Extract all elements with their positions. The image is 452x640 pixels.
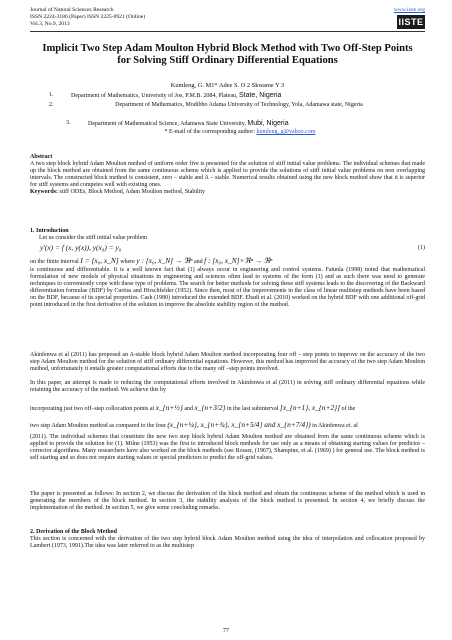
section-2-heading: 2. Derivation of the Block Method xyxy=(30,529,117,535)
offstep-points-line: incorporating just two off–step collocation points at x_{n+½} and x_{n+3/2} in the last subinterval [x_{n+1}, x_{n+2}] of the xyxy=(30,403,356,412)
abstract-heading: Abstract xyxy=(30,154,53,160)
issn-line: ISSN 2224-3186 (Paper) ISSN 2225-0921 (Online) xyxy=(30,14,146,21)
keywords-line: Keywords: stiff ODEs, Block Method, Adam Moulton method, Stability xyxy=(30,189,206,196)
intro-paragraph-5: The paper is presented as follows: In section 2, we discuss the derivation of the block method and obtain the continuous scheme of the method which is used in generating the members of the block method. In section 3, the stability analysis of the block method is presented. In section 4, we briefly discuss the implementation of the method. In section 5, we give some concluding remarks. xyxy=(30,491,425,512)
abstract-text: A two step block hybrid Adam Moulton method of uniform order five is presented for the solution of stiff initial value problems. The individual schemes that made up the block method are obtained from the same continuous scheme which is applied to provide the solutions of stiff initial value problems on non overlapping intervals. The constructed block method is consistent, zero – stable and A – stable. Numerical results obtained using the new block method show that it is superior for stiff systems and competes well with existing ones. xyxy=(30,161,425,189)
iiste-logo: IISTE xyxy=(398,17,424,27)
intro-paragraph-1: is continuous and differentiable. It is a well known fact that (1) always occur in engineering and control systems. Fatunla (1998) noted that mathematical formulation of new models of physical situations in engineering and sciences often lead to systems of the form (1) and as such there was need to generate techniques to conveniently cope with these type of problems. The search for better methods for solving these stiff systems leads to the discovering of the Backward differentiation formulae (BDF) by Curtiss and Hirschfelder (1952). Since then, most of the improvements in the class of linear multistep methods have been based on the BDF, because of its special properties. Cash (1980) introduced the extended BDF. Ebadi et al. (2010) worked on the hybrid BDF with one additional off-grid point introduced in the first derivative of the solution to improve the absolute stability region of the method. xyxy=(30,267,425,309)
section-2-paragraph: This section is concerned with the derivation of the two step hybrid block Adam Moulton method using the idea of interpolation and collocation proposed by Lambert (1973, 1991).The idea was later referred to as the multistep xyxy=(30,536,425,550)
author-line: Kumleng, G. M1* Adee S. O 2 Skwame Y 3 xyxy=(170,82,285,89)
four-points-line: two step Adam Moulton method as compared to the four (x_{n+¼}, x_{n+¾}, x_{n+5/4} and x_{n+7/4}) in Akinfenwa et. al xyxy=(30,420,358,429)
intro-paragraph-3: In this paper, an attempt is made to reducing the computational efforts involved in Akinfenwa et al (2011) in solving stiff ordinary differential equations while retaining the accuracy of the method. We achieve this by xyxy=(30,380,425,394)
section-1-heading: 1. Introduction xyxy=(30,228,69,234)
corresponding-author: * E-mail of the corresponding author: kumleng_g@yahoo.com xyxy=(164,129,316,135)
equation-1-number: (1) xyxy=(418,245,425,251)
equation-1: y′(x) = f (x, y(x)), y(x₀) = y₀ xyxy=(40,243,122,252)
intro-paragraph-2: Akinfenwa et al (2011) has proposed an A-stable block hybrid Adam Moulton method incorporating four off – step points to improve on the accuracy of the two step Adam Moulton method for the solution of stiff ordinary differential equations. However, this method has improved the accuracy of the two step Adam Moulton method, unfortunately it entails greater computational efforts due to the many off –step points involved. xyxy=(30,352,425,373)
author-email-link[interactable]: kumleng_g@yahoo.com xyxy=(256,129,316,135)
intro-paragraph-4: (2011). The individual schemes that constitute the new two step block hybrid Adam Moulton method are obtained from the same continuous scheme which is applied to provide the solution for (1). Milne (1953) was the first to introduced block methods for use only as a means of obtaining starting values for predictor – corrector algorithms. Many researchers have also worked on the block methods (see Rosser, (1967), Shampine, et al. (1969) ) for general use. The block method is self starting and so does not require starting values or special predictors to predict the off-grid values. xyxy=(30,434,425,462)
volume-line: Vol.3, No.9, 2013 xyxy=(30,21,70,28)
header-rule xyxy=(30,31,425,32)
interval-line: on the finite interval I = [x₀, x_N] where y : [x₀, x_N] → ℜⁿ and f : [x₀, x_N]×ℜⁿ → ℜⁿ xyxy=(30,256,273,265)
running-header xyxy=(30,7,425,29)
journal-url-link[interactable]: www.iiste.org xyxy=(393,7,425,13)
paper-title: Implicit Two Step Adam Moulton Hybrid Block Method with Two Off-Step Points for Solving Stiff Ordinary Differential Equations xyxy=(42,43,413,66)
journal-name: Journal of Natural Sciences Research xyxy=(30,7,114,13)
journal-page: Journal of Natural Sciences Research ISSN 2224-3186 (Paper) ISSN 2225-0921 (Online) Vol.3, No.9, 2013 www.iiste.org IISTE Implicit Two Step Adam Moulton Hybrid Block Method with Two Off-Step Points for Solving Stiff Ordinary Differential Equations Kumleng, G. M1* Adee S. O 2 Skwame Y 3 1. Department of Mathematics, University of Jos, P.M.B. 2084, Plateau, State, Nigeria 2. Department of Mathematics, Modibbo Adama University of Technology, Yola, Adamawa state, Nigeria 3. Department of Mathematical Science, Adamawa State University, Mubi, Nigeria * E-mail of the corresponding author: kumleng_g@yahoo.com Abstract A two step block hybrid Adam Moulton method of uniform order five is presented for the solution of stiff initial value problems. The individual schemes that made up the block method are obtained from the same continuous scheme which is applied to provide the solutions of stiff initial value problems on non overlapping intervals. The constructed block method is consistent, zero – stable and A – stable. Numerical results obtained using the new block method show that it is superior for stiff systems and competes well with existing ones. Keywords: stiff ODEs, Block Method, Adam Moulton method, Stability 1. Introduction Let us consider the stiff initial value problem y′(x) = f (x, y(x)), y(x₀) = y₀ (1) on the finite interval I = [x₀, x_N] where y : [x₀, x_N] → ℜⁿ and f : [x₀, x_N]×ℜⁿ → ℜⁿ is continuous and differentiable. It is a well known fact that (1) always occur in engineering and control systems. Fatunla (1998) noted that mathematical formulation of new models of physical situations in engineering and sciences often lead to systems of the form (1) and as such there was need to generate techniques to conveniently cope with these type of problems. The search for better methods for solving these stiff systems leads to the discovering of the Backward differentiation formulae (BDF) by Curtiss and Hirschfelder (1952). Since then, most of the improvements in the class of linear multistep methods have been based on the BDF, because of its special properties. Cash (1980) introduced the extended BDF. Ebadi et al. (2010) worked on the hybrid BDF with one additional off-grid point introduced in the first derivative of the solution to improve the absolute stability region of the method. Akinfenwa et al (2011) has proposed an A-stable block hybrid Adam Moulton method incorporating four off – step points to improve on the accuracy of the two step Adam Moulton method for the solution of stiff ordinary differential equations. However, this method has improved the accuracy of the two step Adam Moulton method, unfortunately it entails greater computational efforts due to the many off –step points involved. In this paper, an attempt is made to reducing the computational efforts involved in Akinfenwa et al (2011) in solving stiff ordinary differential equations while retaining the accuracy of the method. We achieve this by incorporating just two off–step collocation points at x_{n+½} and x_{n+3/2} in the last subinterval [x_{n+1}, x_{n+2}] of the two step Adam Moulton method as compared to the four (x_{n+¼}, x_{n+¾}, x_{n+5/4} and x_{n+7/4}) in Akinfenwa et. al (2011). The individual schemes that constitute the new two step block hybrid Adam Moulton method are obtained from the same continuous scheme which is applied to provide the solution for (1). Milne (1953) was the first to introduced block methods for use only as a means of obtaining starting values for predictor – corrector algorithms. Many researchers have also worked on the block methods (see Rosser, (1967), Shampine, et al. (1969) ) for general use. The block method is self starting and so does not require starting values or special predictors to predict the off-grid values. The paper is presented as follows: In section 2, we discuss the derivation of the block method and obtain the continuous scheme of the method which is used in generating the members of the block method. In section 3, the stability analysis of the block method is presented. In section 4, we briefly discuss the implementation of the method. In section 5, we give some concluding remarks. 2. Derivation of the Block Method This section is concerned with the derivation of the two step hybrid block Adam Moulton method using the idea of interpolation and collocation proposed by Lambert (1973, 1991).The idea was later referred to as the multistep 77 xyxy=(0,0,452,640)
abstract-section xyxy=(30,154,425,197)
introduction-heading-block xyxy=(30,228,425,242)
intro-lead: Let us consider the stiff initial value problem xyxy=(39,235,148,242)
page-number: 77 xyxy=(223,628,229,634)
section-2-block xyxy=(30,529,425,550)
